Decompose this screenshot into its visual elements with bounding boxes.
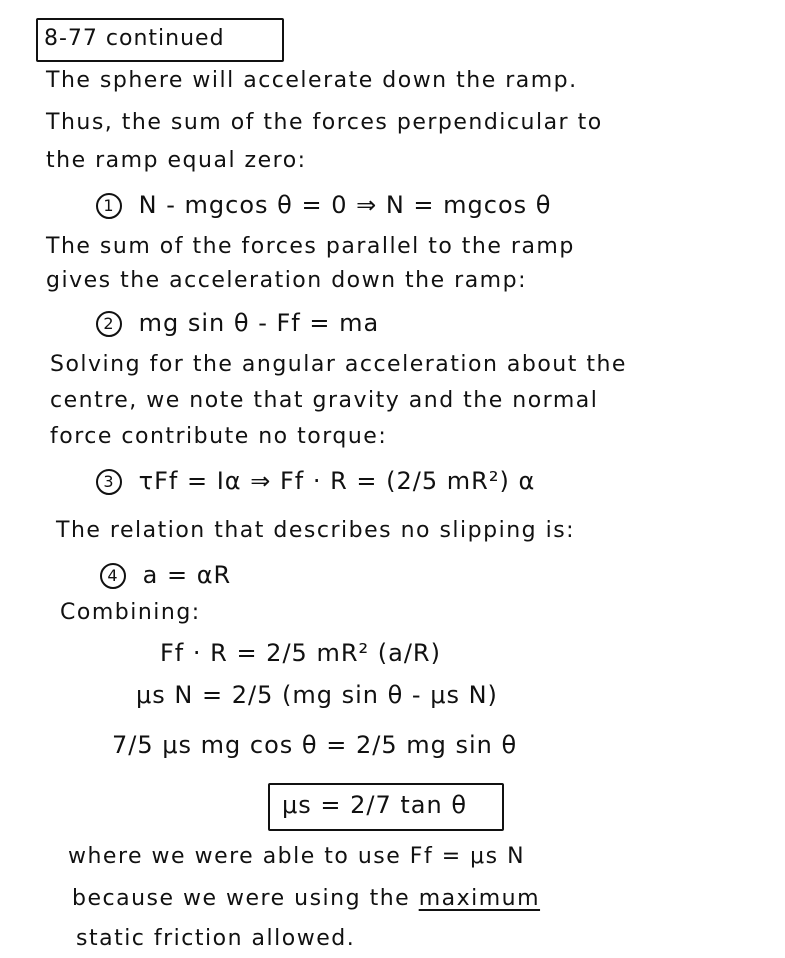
equation-4 <box>100 560 231 590</box>
header-title: 8-77 continued <box>44 26 225 51</box>
paragraph-5-line-3: static friction allowed. <box>76 926 356 951</box>
paragraph-4-line-1: The relation that describes no slipping is: <box>56 518 576 543</box>
paragraph-3-line-2: centre, we note that gravity and the normal <box>50 388 599 413</box>
paragraph-1-line-1: The sphere will accelerate down the ramp. <box>46 68 578 93</box>
combining-label: Combining: <box>60 600 201 625</box>
combining-equation-2: μs N = 2/5 (mg sin θ - μs N) <box>136 681 498 709</box>
equation-3-text: τFf = Iα ⇒ Ff · R = (2/5 mR²) α <box>138 467 536 495</box>
equation-1-text: N - mgcos θ = 0 ⇒ N = mgcos θ <box>138 191 552 219</box>
equation-3-number: 3 <box>96 469 122 495</box>
equation-3 <box>96 466 535 496</box>
maximum-underlined: maximum <box>418 886 541 911</box>
paragraph-2-line-1: The sum of the forces parallel to the ramp <box>46 234 575 259</box>
paragraph-2-line-2: gives the acceleration down the ramp: <box>46 268 527 293</box>
equation-4-text: a = αR <box>142 561 232 589</box>
equation-2-number: 2 <box>96 311 122 337</box>
paragraph-3-line-1: Solving for the angular acceleration about the <box>50 352 627 377</box>
equation-2-text: mg sin θ - Ff = ma <box>138 309 380 337</box>
equation-2 <box>96 308 379 338</box>
paragraph-5-line-1: where we were able to use Ff = μs N <box>68 844 526 869</box>
result-equation: μs = 2/7 tan θ <box>282 791 468 819</box>
paragraph-3-line-3: force contribute no torque: <box>50 424 388 449</box>
paragraph-1-line-2: Thus, the sum of the forces perpendicular to <box>46 110 603 135</box>
equation-1 <box>96 190 551 220</box>
paragraph-5-line-2 <box>72 884 540 914</box>
combining-equation-1: Ff · R = 2/5 mR² (a/R) <box>160 639 441 667</box>
paragraph-1-line-3: the ramp equal zero: <box>46 148 307 173</box>
paragraph-5-line-2-start: because we were using the <box>72 886 411 911</box>
combining-equation-3: 7/5 μs mg cos θ = 2/5 mg sin θ <box>112 731 518 759</box>
equation-4-number: 4 <box>100 563 126 589</box>
equation-1-number: 1 <box>96 193 122 219</box>
